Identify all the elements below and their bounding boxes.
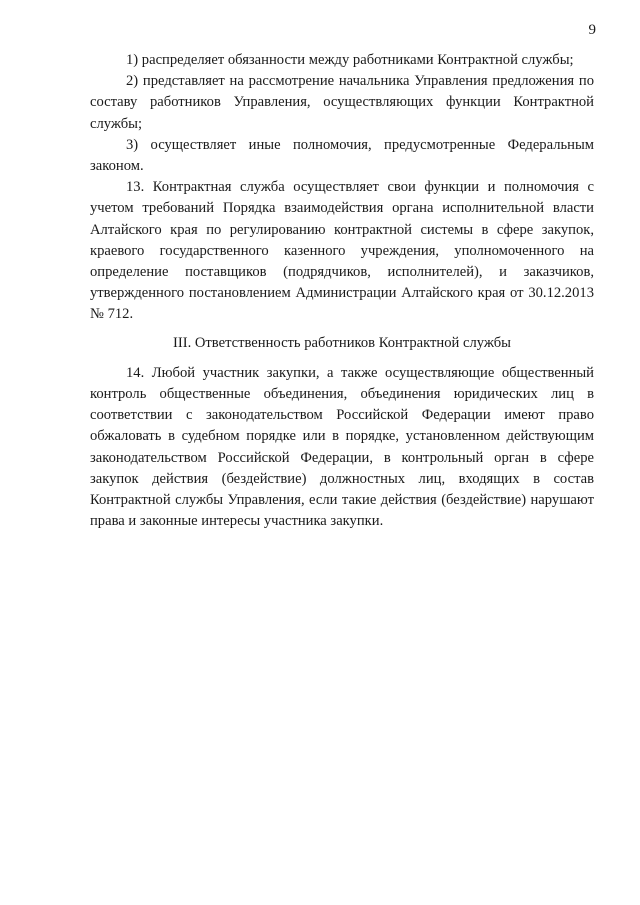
paragraph-item-2: 2) представляет на рассмотрение начальника Управления предложения по составу работников Управления, осуществляющих функции Контрактной службы; bbox=[90, 73, 594, 132]
paragraph-item-1: 1) распределяет обязанности между работниками Контрактной службы; bbox=[126, 52, 574, 68]
paragraph-clause-13: 13. Контрактная служба осуществляет свои функции и полномочия с учетом требований Порядка взаимодействия органа исполнительной власти Алтайского края по регулированию контрактной системы в сфере закупок, краевого государственного казенного учреждения, уполномоченного на определение поставщиков (подрядчиков, исполнителей), и заказчиков, утвержденного постановлением Администрации Алтайского края от 30.12.2013 № 712. bbox=[90, 179, 594, 323]
document-body bbox=[90, 50, 594, 532]
section-heading: III. Ответственность работников Контрактной службы bbox=[173, 334, 511, 351]
paragraph-item-3: 3) осуществляет иные полномочия, предусмотренные Федеральным законом. bbox=[90, 136, 594, 175]
page-number: 9 bbox=[588, 22, 596, 38]
paragraph-clause-14: 14. Любой участник закупки, а также осуществляющие общественный контроль общественные объединения, объединения юридических лиц в соответствии с законодательством Российской Федерации имеют право обжаловать в судебном порядке или в порядке, установленном действующим законодательством Российской Федерации, в контрольный орган в сфере закупок действия (бездействие) должностных лиц, входящих в состав Контрактной службы Управления, если такие действия (бездействие) нарушают права и законные интересы участника закупки. bbox=[90, 364, 594, 530]
